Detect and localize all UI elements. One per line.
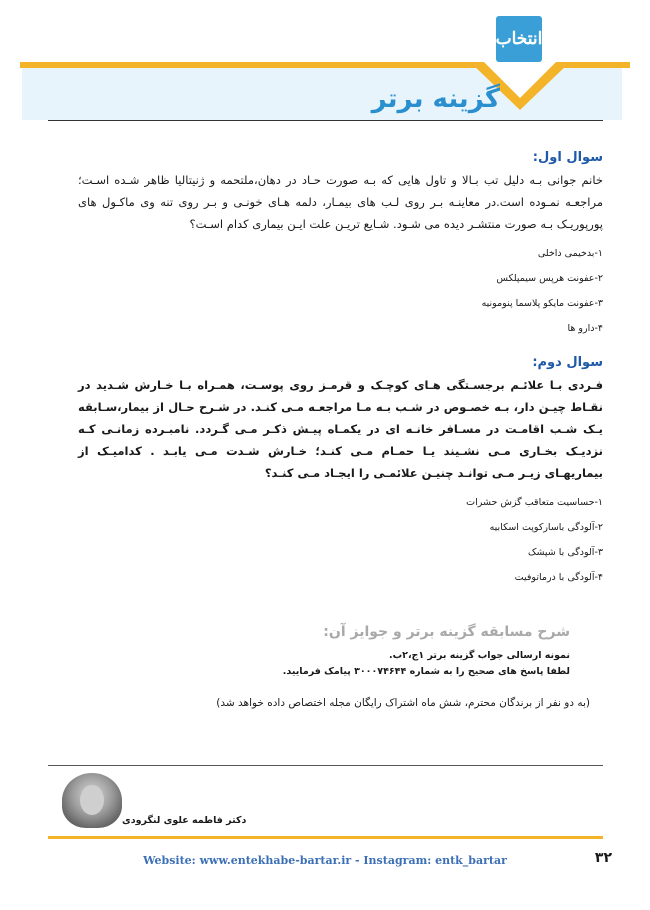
question-2-option: ۴-آلودگی با درماتوفیت (514, 572, 603, 583)
footer-band (48, 836, 603, 839)
page-number: ۳۲ (594, 850, 612, 866)
author-divider (48, 765, 603, 766)
question-1-option: ۴-دارو ها (567, 323, 603, 334)
question-1-options (78, 241, 603, 341)
question-1-option: ۱-بدخیمی داخلی (537, 248, 603, 259)
answer-section-title: شرح مسابقه گزینه برتر و جوایز آن: (323, 624, 570, 640)
question-2 (78, 355, 603, 590)
answer-instruction: لطفا پاسخ های صحیح را به شماره ۳۰۰۰۷۴۶۴۴ پیامک فرمایید. (282, 666, 570, 677)
question-1-title: سوال اول: (532, 150, 603, 165)
question-2-options (78, 490, 603, 590)
question-1 (78, 150, 603, 341)
prize-note: (به دو نفر از برندگان محترم، شش ماه اشتراک رایگان مجله اختصاص داده خواهد شد) (216, 697, 590, 709)
question-1-body: خانم جوانی بـه دلیل تب بـالا و تاول هایی که بـه صورت حـاد در دهان،ملتحمه و ژنیتالیا ظاهر شـده اسـت؛ مراجعـه نمـوده است.در معاینـه بـر روی لـب های بیمـار، دلمه هـای خونـی و بـر روی تنه وی ماکـول های پورپوریـک بـه صورت منتشـر دیده می شـود. شـایع تریـن علت ایـن بیماری کدام اسـت؟ (78, 173, 603, 231)
page-title: گزینه برتر (371, 84, 500, 114)
question-2-title: سوال دوم: (532, 355, 603, 370)
question-2-option: ۱-حساسیت متعاقب گزش حشرات (466, 497, 603, 508)
question-2-option: ۲-آلودگی باسارکوپت اسکابیه (489, 522, 603, 533)
author-avatar (62, 773, 122, 828)
answer-sample: نمونه ارسالی جواب گزینه برتر ۱ج،۲ب. (388, 650, 570, 661)
header-divider (48, 120, 603, 121)
logo-badge: انتخاب (496, 16, 542, 62)
question-2-option: ۳-آلودگی با شپشک (527, 547, 603, 558)
question-1-option: ۳-عفونت مایکو پلاسما پنومونیه (481, 298, 603, 309)
website-link[interactable]: Website: www.entekhabe-bartar.ir - Instagram: entk_bartar (143, 854, 507, 867)
question-1-option: ۲-عفونت هرپس سیمپلکس (496, 273, 603, 284)
author-name: دکتر فاطمه علوی لنگرودی (122, 815, 247, 826)
question-2-body: فـردی بـا علائـم برجسـتگی هـای کوچـک و قرمـز روی پوسـت، همـراه بـا خـارش شـدید در نقـاط چیـن دار، بـه خصـوص در شـب بـه مـا مراجعـه مـی کنـد. در شـرح حـال از بیمار،سـابقه یـک شـب اقامـت در مسـافر خانـه ای در یکمـاه پیـش ذکـر مـی گـردد. نامبـرده زمانـی کـه نزدیـک بخـاری مـی نشـیند یـا حمـام مـی کنـد؛ خـارش شـدت مـی یابـد . کدامیـک از بیماریهـای زیـر مـی توانـد چنیـن علائمـی را ایجـاد مـی کنـد؟ (78, 378, 603, 480)
